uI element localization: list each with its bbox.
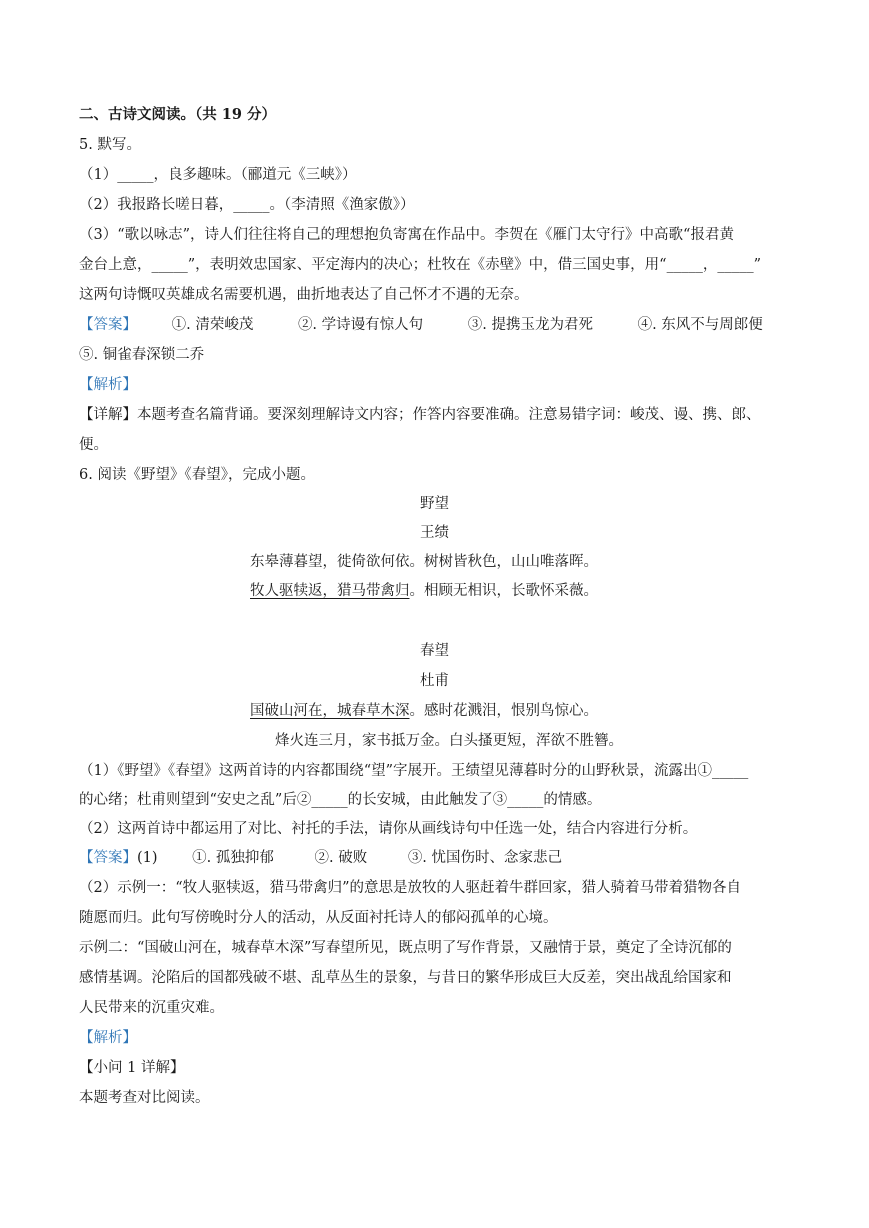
q5-item2: （2）我报路长嗟日暮，_____。（李清照《渔家傲》） [79,197,415,213]
poem2-author: 杜甫 [420,673,449,689]
q5-analysis-tag: 【解析】 [79,377,137,393]
poem2-line1-rest: 。感时花溅泪，恨别鸟惊心。 [409,703,598,719]
poem1-author: 王绩 [420,525,449,541]
q6-sub-detail-text: 本题考查对比阅读。 [79,1090,210,1106]
poem1-line2-rest: 。相顾无相识，长歌怀采薇。 [409,583,598,599]
poem2-underlined-line: 国破山河在，城春草木深 [250,703,410,719]
answer-tag: 【答案】 [79,850,137,866]
q6-analysis-tag: 【解析】 [79,1030,137,1046]
poem2-line2: 烽火连三月，家书抵万金。白头搔更短，浑欲不胜簪。 [275,733,623,749]
q6-answer-row [79,848,794,868]
q5-answer-3: ③. 提携玉龙为君死 [467,317,593,333]
poem1-line2 [250,581,598,601]
q5-item3-line2: 金台上意，_____”，表明效忠国家、平定海内的决心；杜牧在《赤壁》中，借三国史事，用“_____，_____” [79,257,761,273]
q6-answer-3: ③. 忧国伤时、念家悲己 [407,850,563,866]
q5-detail-line1: 【详解】本题考查名篇背诵。要深刻理解诗文内容；作答内容要准确。注意易错字词：峻茂、谩、携、郎、 [79,407,761,423]
q6-title: 6. 阅读《野望》《春望》，完成小题。 [79,467,315,483]
q6-example2-line1: 示例二：“国破山河在，城春草木深”写春望所见，既点明了写作背景，又融情于景，奠定了全诗沉郁的 [79,940,732,956]
q6-answer-1: ①. 孤独抑郁 [192,850,274,866]
q6-sub1-line1: （1）《野望》《春望》这两首诗的内容都围绕“望”字展开。王绩望见薄暮时分的山野秋景，流露出①_____ [79,763,749,779]
q5-answer-1: ①. 清荣峻茂 [171,317,254,333]
poem1-underlined-line: 牧人驱犊返，猎马带禽归 [250,583,410,599]
q5-answer-row [79,315,794,335]
q5-answer-4: ④. 东风不与周郎便 [637,317,763,333]
poem1-title: 野望 [420,496,449,512]
q6-sub2: （2）这两首诗中都运用了对比、衬托的手法，请你从画线诗句中任选一处，结合内容进行分析。 [79,821,698,837]
q6-example1-line2: 随愿而归。此句写傍晚时分人的活动，从反面衬托诗人的郁闷孤单的心境。 [79,910,558,926]
q5-item3-line3: 这两句诗慨叹英雄成名需要机遇，曲折地表达了自己怀才不遇的无奈。 [79,287,529,303]
poem2-line1 [250,701,598,721]
q6-sub1-line2: 的心绪；杜甫则望到“安史之乱”后②_____的长安城，由此触发了③_____的情感。 [79,792,602,808]
q6-answer-2: ②. 破败 [314,850,368,866]
q6-example2-line2: 感情基调。沦陷后的国都残破不堪、乱草丛生的景象，与昔日的繁华形成巨大反差，突出战乱给国家和 [79,970,732,986]
q5-answer-2: ②. 学诗谩有惊人句 [297,317,424,333]
section-title: 二、古诗文阅读。（共 19 分） [79,106,277,123]
q5-item3-line1: （3）“歌以咏志”，诗人们往往将自己的理想抱负寄寓在作品中。李贺在《雁门太守行》中高歌“报君黄 [79,227,734,243]
q6-example2-line3: 人民带来的沉重灾难。 [79,1000,224,1016]
q6-sub-detail-heading: 【小问 1 详解】 [79,1060,185,1076]
q6-answer-prefix: (1) [137,850,158,866]
q5-item1: （1）_____，良多趣味。（郦道元《三峡》） [79,167,357,183]
q6-example1-line1: （2）示例一：“牧人驱犊返，猎马带禽归”的意思是放牧的人驱赶着牛群回家，猎人骑着马带着猎物各自 [79,880,742,896]
poem2-title: 春望 [420,643,449,659]
q5-detail-line2: 便。 [79,437,108,453]
q5-title: 5. 默写。 [79,137,141,153]
q5-answer-5: ⑤. 铜雀春深锁二乔 [79,347,205,363]
answer-tag: 【答案】 [79,317,137,333]
poem1-line1: 东皋薄暮望，徙倚欲何依。树树皆秋色，山山唯落晖。 [250,554,598,570]
